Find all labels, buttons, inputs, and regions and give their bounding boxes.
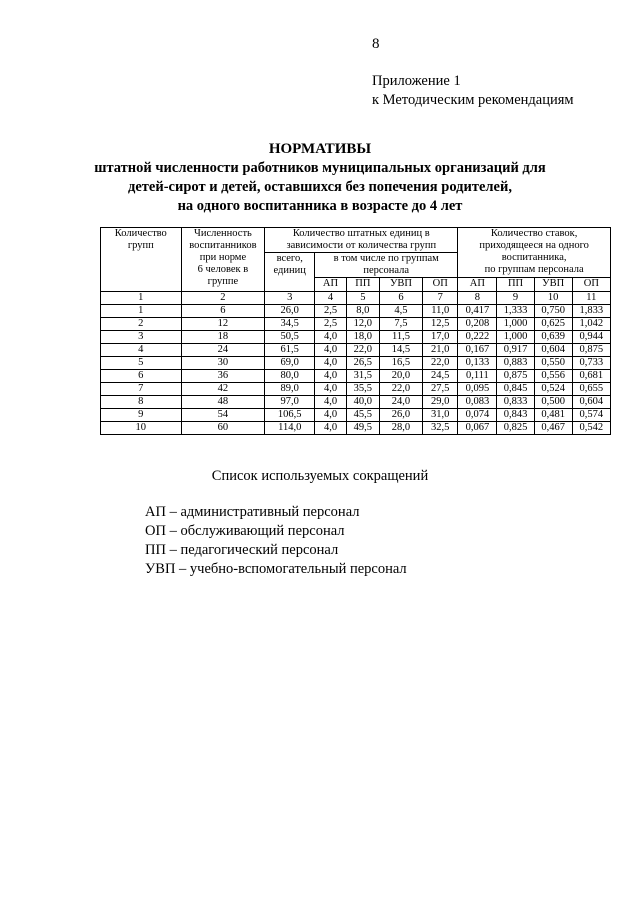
table-cell: 4,0 [315, 383, 347, 396]
table-cell: 31,0 [423, 409, 458, 422]
table-cell: 0,875 [497, 370, 534, 383]
table-cell: 0,500 [534, 396, 572, 409]
table-cell: 0,083 [458, 396, 497, 409]
table-cell: 26,0 [379, 409, 422, 422]
table-cell: 0,604 [572, 396, 610, 409]
table-cell: 1 [101, 305, 182, 318]
header-text: по группам персонала [484, 264, 584, 275]
title-line: на одного воспитанника в возрасте до 4 лет [177, 198, 463, 214]
header-text: в том числе по группам [333, 253, 439, 264]
table-cell: 61,5 [265, 344, 315, 357]
column-number: 5 [346, 292, 379, 305]
table-cell: 80,0 [265, 370, 315, 383]
table-cell: 40,0 [346, 396, 379, 409]
header-text: группе [207, 276, 239, 287]
header-groups-count [101, 228, 182, 292]
table-cell: 17,0 [423, 331, 458, 344]
table-cell: 22,0 [346, 344, 379, 357]
table-cell: 4,0 [315, 370, 347, 383]
header-text: всего, [276, 253, 303, 264]
table-cell: 114,0 [265, 422, 315, 435]
table-row [101, 409, 611, 422]
table-cell: 8,0 [346, 305, 379, 318]
table-cell: 27,5 [423, 383, 458, 396]
table-cell: 9 [101, 409, 182, 422]
table-row [101, 370, 611, 383]
table-cell: 20,0 [379, 370, 422, 383]
table-cell: 45,5 [346, 409, 379, 422]
header-text: Количество ставок, [490, 228, 578, 239]
table-cell: 0,074 [458, 409, 497, 422]
table-cell: 6 [181, 305, 265, 318]
header-text: 6 человек в [197, 264, 249, 275]
table-cell: 24,5 [423, 370, 458, 383]
column-number: 6 [379, 292, 422, 305]
abbreviation-item: ОП – обслуживающий персонал [145, 523, 345, 539]
table-cell: 0,733 [572, 357, 610, 370]
column-number: 9 [497, 292, 534, 305]
column-number: 8 [458, 292, 497, 305]
table-cell: 0,604 [534, 344, 572, 357]
table-cell: 18,0 [346, 331, 379, 344]
table-cell: 0,524 [534, 383, 572, 396]
table-cell: 14,5 [379, 344, 422, 357]
title-main: НОРМАТИВЫ [268, 141, 372, 157]
table-cell: 49,5 [346, 422, 379, 435]
table-cell: 26,5 [346, 357, 379, 370]
header-text: Количество штатных единиц в [292, 228, 430, 239]
document-title [0, 140, 640, 216]
norms-table [100, 227, 611, 435]
table-cell: 36 [181, 370, 265, 383]
table-cell: 0,917 [497, 344, 534, 357]
header-staff-units [265, 228, 458, 253]
table-cell: 97,0 [265, 396, 315, 409]
header-text: Количество [114, 228, 167, 239]
table-cell: 0,133 [458, 357, 497, 370]
table-cell: 24,0 [379, 396, 422, 409]
table-cell: 0,167 [458, 344, 497, 357]
table-cell: 11,0 [423, 305, 458, 318]
column-number: 10 [534, 292, 572, 305]
table-cell: 0,574 [572, 409, 610, 422]
table-row [101, 331, 611, 344]
table-row [101, 422, 611, 435]
table-cell: 4 [101, 344, 182, 357]
header-text: воспитанников [189, 240, 257, 251]
table-cell: 8 [101, 396, 182, 409]
table-cell: 0,825 [497, 422, 534, 435]
table-cell: 0,542 [572, 422, 610, 435]
header-sub-uvp: УВП [379, 278, 422, 292]
title-line: штатной численности работников муниципальных организаций для [94, 160, 546, 176]
column-number: 3 [265, 292, 315, 305]
table-cell: 48 [181, 396, 265, 409]
header-text: приходящееся на одного [479, 240, 589, 251]
table-cell: 16,5 [379, 357, 422, 370]
table-cell: 4,0 [315, 422, 347, 435]
table-cell: 28,0 [379, 422, 422, 435]
table-cell: 42 [181, 383, 265, 396]
header-text: групп [127, 240, 154, 251]
table-cell: 50,5 [265, 331, 315, 344]
table-cell: 1,000 [497, 331, 534, 344]
header-sub-ap: АП [315, 278, 347, 292]
table-cell: 34,5 [265, 318, 315, 331]
table-cell: 2 [101, 318, 182, 331]
table-cell: 4,5 [379, 305, 422, 318]
table-cell: 12,5 [423, 318, 458, 331]
column-number: 4 [315, 292, 347, 305]
table-cell: 4,0 [315, 331, 347, 344]
abbreviation-item: ПП – педагогический персонал [145, 542, 339, 558]
table-cell: 0,111 [458, 370, 497, 383]
table-cell: 0,222 [458, 331, 497, 344]
table-cell: 29,0 [423, 396, 458, 409]
table-cell: 24 [181, 344, 265, 357]
table-cell: 22,0 [379, 383, 422, 396]
table-row [101, 318, 611, 331]
table-cell: 69,0 [265, 357, 315, 370]
table-cell: 26,0 [265, 305, 315, 318]
header-text: при норме [199, 252, 247, 263]
header-sub-uvp: УВП [534, 278, 572, 292]
table-cell: 32,5 [423, 422, 458, 435]
table-row [101, 357, 611, 370]
table-cell: 7 [101, 383, 182, 396]
abbreviations-title: Список используемых сокращений [211, 468, 429, 484]
header-sub-pp: ПП [497, 278, 534, 292]
header-by-groups [315, 253, 458, 278]
table-cell: 0,095 [458, 383, 497, 396]
header-text: зависимости от количества групп [286, 240, 437, 251]
column-number: 7 [423, 292, 458, 305]
column-number: 1 [101, 292, 182, 305]
header-sub-op: ОП [423, 278, 458, 292]
header-pupils-count [181, 228, 265, 292]
table-cell: 22,0 [423, 357, 458, 370]
table-cell: 3 [101, 331, 182, 344]
table-cell: 1,333 [497, 305, 534, 318]
table-cell: 60 [181, 422, 265, 435]
header-total [265, 253, 315, 292]
table-cell: 4,0 [315, 344, 347, 357]
table-row [101, 396, 611, 409]
appendix-line: Приложение 1 [372, 73, 461, 89]
header-rates [458, 228, 611, 278]
table-cell: 0,625 [534, 318, 572, 331]
table-cell: 12,0 [346, 318, 379, 331]
abbreviation-item: АП – административный персонал [145, 504, 360, 520]
table-cell: 0,481 [534, 409, 572, 422]
table-cell: 0,655 [572, 383, 610, 396]
table-cell: 54 [181, 409, 265, 422]
page-number: 8 [372, 36, 380, 52]
table-cell: 35,5 [346, 383, 379, 396]
table-cell: 12 [181, 318, 265, 331]
table-cell: 0,875 [572, 344, 610, 357]
header-sub-pp: ПП [346, 278, 379, 292]
table-cell: 1,000 [497, 318, 534, 331]
table-cell: 30 [181, 357, 265, 370]
table-row [101, 383, 611, 396]
table-cell: 0,639 [534, 331, 572, 344]
table-cell: 4,0 [315, 409, 347, 422]
appendix-reference [372, 72, 574, 110]
table-cell: 0,467 [534, 422, 572, 435]
header-sub-op: ОП [572, 278, 610, 292]
table-cell: 21,0 [423, 344, 458, 357]
table-cell: 0,883 [497, 357, 534, 370]
table-cell: 4,0 [315, 396, 347, 409]
table-cell: 1,833 [572, 305, 610, 318]
table-cell: 106,5 [265, 409, 315, 422]
column-number: 2 [181, 292, 265, 305]
table-cell: 0,417 [458, 305, 497, 318]
table-cell: 0,845 [497, 383, 534, 396]
header-text: Численность [194, 228, 252, 239]
table-cell: 0,833 [497, 396, 534, 409]
header-text: единиц [273, 265, 306, 276]
column-numbers-row [101, 292, 611, 305]
table-cell: 0,556 [534, 370, 572, 383]
table-cell: 0,750 [534, 305, 572, 318]
table-cell: 89,0 [265, 383, 315, 396]
table-cell: 10 [101, 422, 182, 435]
abbreviation-item: УВП – учебно-вспомогательный персонал [145, 561, 407, 577]
header-sub-ap: АП [458, 278, 497, 292]
header-text: персонала [363, 265, 410, 276]
table-cell: 0,208 [458, 318, 497, 331]
table-cell: 2,5 [315, 305, 347, 318]
table-body [101, 305, 611, 435]
title-line: детей-сирот и детей, оставшихся без попечения родителей, [128, 179, 512, 195]
table-cell: 0,681 [572, 370, 610, 383]
table-cell: 2,5 [315, 318, 347, 331]
table-cell: 0,843 [497, 409, 534, 422]
column-number: 11 [572, 292, 610, 305]
table-cell: 1,042 [572, 318, 610, 331]
abbreviations-list [145, 503, 407, 579]
title-subtitle [0, 159, 640, 216]
table-cell: 18 [181, 331, 265, 344]
table-cell: 0,944 [572, 331, 610, 344]
table-cell: 0,067 [458, 422, 497, 435]
table-cell: 4,0 [315, 357, 347, 370]
header-text: воспитанника, [501, 252, 567, 263]
table-cell: 31,5 [346, 370, 379, 383]
table-row [101, 305, 611, 318]
table-cell: 6 [101, 370, 182, 383]
table-cell: 5 [101, 357, 182, 370]
table-cell: 0,550 [534, 357, 572, 370]
table-row [101, 344, 611, 357]
appendix-line: к Методическим рекомендациям [372, 92, 574, 108]
table-cell: 7,5 [379, 318, 422, 331]
table-cell: 11,5 [379, 331, 422, 344]
